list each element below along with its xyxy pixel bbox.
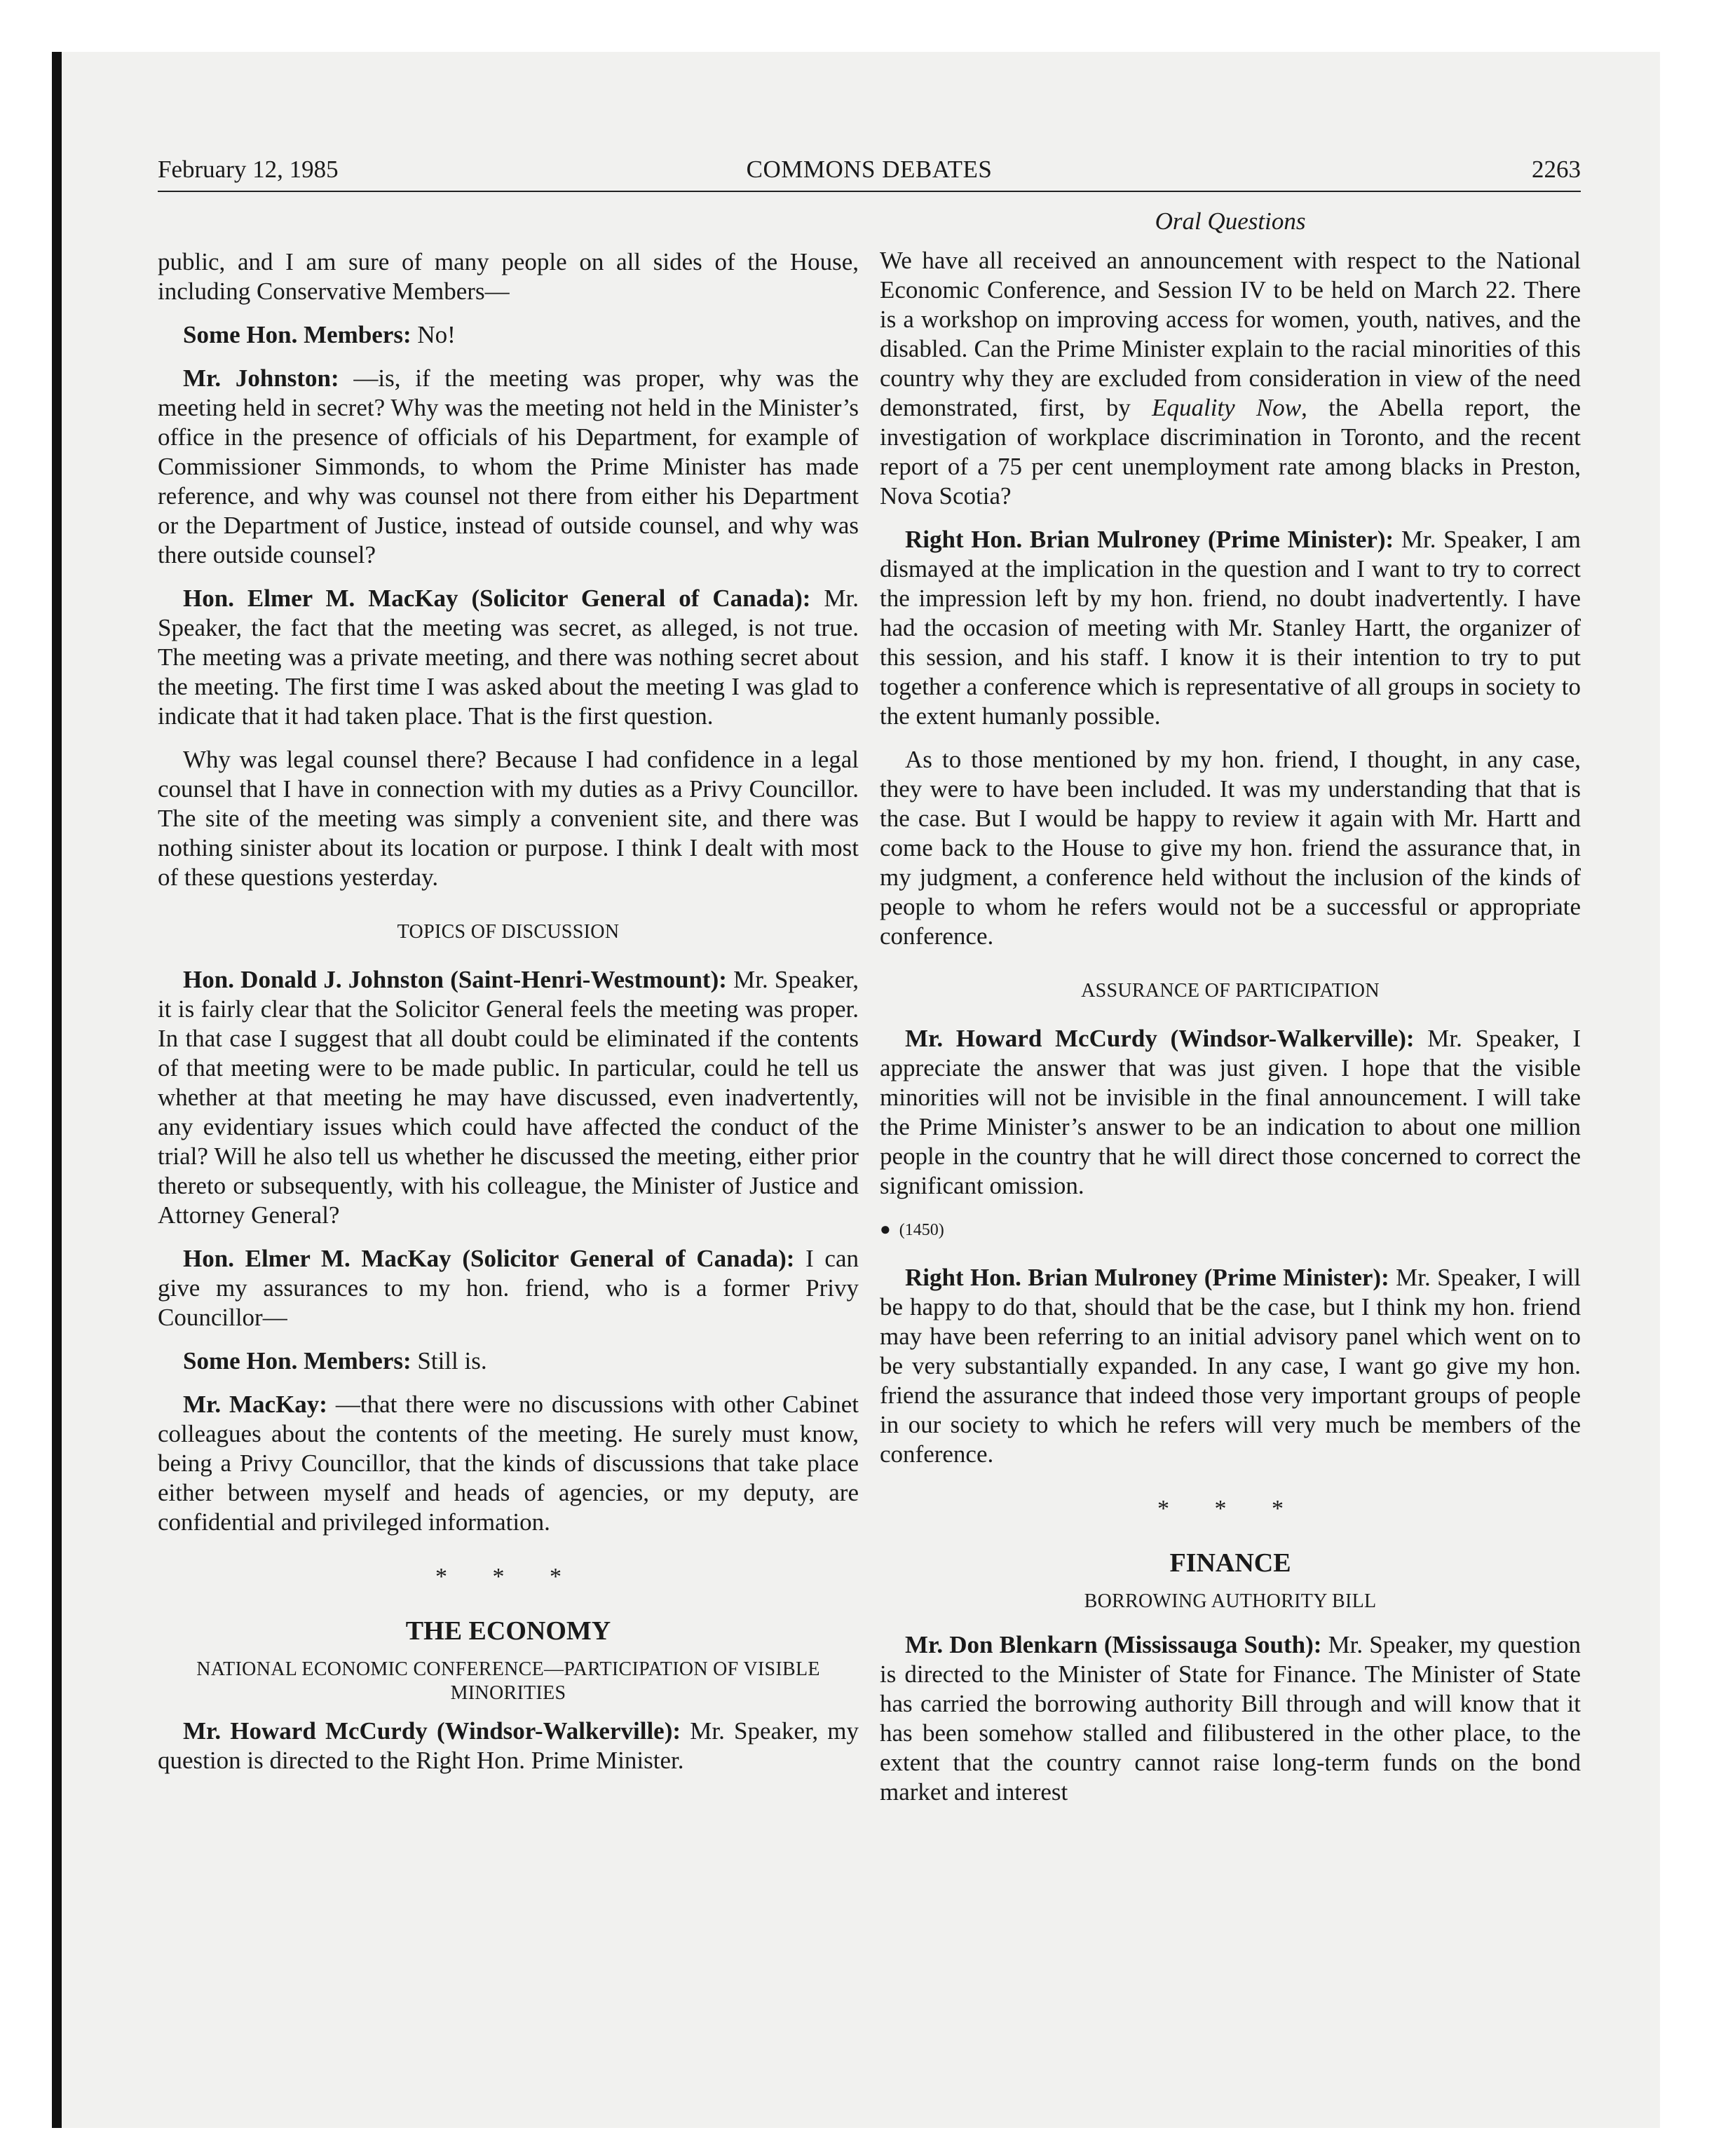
speech-text: Mr. Speaker, it is fairly clear that the Solicitor General feels the meeting was proper. In that case I suggest that all doubt could be eliminated if the contents of that meeting were to be made public. In particular, could he tell us whether at that meeting he may have discussed, even inadvertently, any evidentiary issues which could have affected the conduct of the trial? Will he also tell us whether he discussed the meeting, either prior thereto or subsequently, with his colleague, the Minister of Justice and Attorney General?: [158, 966, 859, 1229]
speaker-name: Mr. Johnston:: [183, 364, 339, 392]
section-separator-stars: * * *: [1157, 1496, 1303, 1522]
left-paragraph-4: [158, 584, 859, 731]
right-paragraph-5: [880, 1263, 1581, 1469]
speech-text: Mr. Speaker, I am dismayed at the implication in the question and I want to try to correct the impression left by my hon. friend, no doubt inadvertently. I have had the occasion of meeting with Mr. Stanley Hartt, the organizer of this session, and his staff. I know it is their intention to try to put together a conference which is representative of all groups in society to the extent humanly possible.: [880, 526, 1581, 730]
speech-text: No!: [411, 321, 456, 348]
page-header: [158, 154, 1581, 192]
header-page-number: 2263: [1532, 156, 1581, 183]
speech-text: Mr. Speaker, my question is directed to the Minister of State for Finance. The Minister of State has carried the borrowing authority Bill through and will know that it has been somehow stalled and filibustered in the other place, to the extent that the country cannot raise long-term funds on the bond market and interest: [880, 1631, 1581, 1806]
left-paragraph-2: [158, 320, 859, 350]
speech-text: Still is.: [411, 1347, 487, 1374]
speech-text: Mr. Speaker, I appreciate the answer that was just given. I hope that the visible minorities will not be invisible in the final announcement. I will take the Prime Minister’s answer to be an indication to about one million people in the country that he will direct those concerned to correct the significant omission.: [880, 1025, 1581, 1199]
bullet-icon: ●: [880, 1219, 891, 1239]
header-publication: COMMONS DEBATES: [746, 156, 993, 183]
left-paragraph-6: [158, 965, 859, 1230]
left-paragraph-8: [158, 1346, 859, 1376]
speech-text: We have all received an announcement with respect to the National Economic Conference, and Session IV to be held on March 22. There is a workshop on improving access for women, youth, natives, and the disabled. Can the Prime Minister explain to the racial minorities of this country why they are excluded from consideration in view of the need demonstrated, first, by: [880, 247, 1581, 421]
speech-text: Mr. Speaker, the fact that the meeting was secret, as alleged, is not true. The meeting was a private meeting, and there was nothing secret about the meeting. The first time I was asked about the meeting I was glad to indicate that it had taken place. That is the first question.: [158, 585, 859, 730]
section-heading-topics: TOPICS OF DISCUSSION: [397, 921, 620, 943]
running-head: Oral Questions: [1155, 207, 1306, 235]
speaker-name: Mr. MacKay:: [183, 1391, 327, 1418]
section-heading-assurance: ASSURANCE OF PARTICIPATION: [1081, 980, 1380, 1002]
speaker-name: Mr. Don Blenkarn (Mississauga South):: [905, 1631, 1322, 1658]
section-heading-economy: THE ECONOMY: [405, 1616, 611, 1646]
right-paragraph-6: [880, 1630, 1581, 1807]
right-column: [880, 207, 1581, 1821]
speaker-name: Hon. Donald J. Johnston (Saint-Henri-Westmount):: [183, 966, 727, 993]
speech-text: , the Abella report, the investigation of workplace discrimination in Toronto, and the recent report of a 75 per cent unemployment rate among blacks in Preston, Nova Scotia?: [880, 394, 1581, 510]
speaker-name: Right Hon. Brian Mulroney (Prime Minister):: [905, 526, 1394, 553]
speaker-name: Some Hon. Members:: [183, 1347, 411, 1374]
speaker-name: Hon. Elmer M. MacKay (Solicitor General of Canada):: [183, 585, 811, 612]
speaker-name: Hon. Elmer M. MacKay (Solicitor General of Canada):: [183, 1245, 795, 1272]
timestamp-text: (1450): [899, 1221, 944, 1239]
right-paragraph-2: [880, 525, 1581, 731]
speech-text: Mr. Speaker, my question is directed to the Right Hon. Prime Minister.: [158, 1717, 859, 1774]
speaker-name: Some Hon. Members:: [183, 321, 411, 348]
report-title: Equality Now: [1152, 394, 1302, 421]
left-paragraph-7: [158, 1244, 859, 1332]
speaker-name: Right Hon. Brian Mulroney (Prime Minister):: [905, 1264, 1389, 1291]
speaker-name: Mr. Howard McCurdy (Windsor-Walkerville):: [905, 1025, 1415, 1052]
right-paragraph-1: [880, 246, 1581, 511]
left-paragraph-10: [158, 1717, 859, 1775]
speech-text: Mr. Speaker, I will be happy to do that, should that be the case, but I think my hon. friend may have been referring to an initial advisory panel which went on to be very substantially expanded. In any case, I want go give my hon. friend the assurance that indeed those very important groups of people in our society to which he refers will very much be members of the conference.: [880, 1264, 1581, 1468]
left-column: [158, 247, 859, 1789]
speech-text: —is, if the meeting was proper, why was the meeting held in secret? Why was the meeting not held in the Minister’s office in the presence of officials of his Department, for example of Commissioner Simmonds, to whom the Prime Minister has made reference, and why was counsel not there from either his Department or the Department of Justice, instead of outside counsel, and why was there outside counsel?: [158, 364, 859, 568]
speech-text: —that there were no discussions with other Cabinet colleagues about the contents of the meeting. He surely must know, being a Privy Councillor, that the kinds of discussions that take place either between myself and heads of agencies, or my deputy, are confidential and privileged information.: [158, 1391, 859, 1536]
left-paragraph-1: public, and I am sure of many people on all sides of the House, including Conservative Members—: [158, 248, 859, 305]
speaker-name: Mr. Howard McCurdy (Windsor-Walkerville):: [183, 1717, 681, 1745]
left-paragraph-9: [158, 1390, 859, 1537]
left-paragraph-3: [158, 364, 859, 570]
speech-text: I can give my assurances to my hon. friend, who is a former Privy Councillor—: [158, 1245, 859, 1331]
left-paragraph-5: Why was legal counsel there? Because I had confidence in a legal counsel that I have in connection with my duties as a Privy Councillor. The site of the meeting was simply a convenient site, and there was nothing sinister about its location or purpose. I think I dealt with most of these questions yesterday.: [158, 746, 859, 891]
section-separator-stars: * * *: [435, 1564, 581, 1590]
subheading-borrowing: BORROWING AUTHORITY BILL: [1084, 1590, 1377, 1612]
header-date: February 12, 1985: [158, 156, 339, 183]
section-heading-finance: FINANCE: [1169, 1548, 1291, 1578]
right-paragraph-4: [880, 1024, 1581, 1201]
page-binding-edge: [52, 52, 62, 2128]
right-paragraph-3: As to those mentioned by my hon. friend, I thought, in any case, they were to have been included. It was my understanding that that is the case. But I would be happy to review it again with Mr. Hartt and come back to the House to give my hon. friend the assurance that, in my judgment, a conference held without the inclusion of the kinds of people to whom he refers would not be a successful or appropriate conference.: [880, 746, 1581, 950]
timestamp-marker: [880, 1215, 1581, 1245]
subheading-conference: NATIONAL ECONOMIC CONFERENCE—PARTICIPATION OF VISIBLE MINORITIES: [196, 1658, 820, 1704]
